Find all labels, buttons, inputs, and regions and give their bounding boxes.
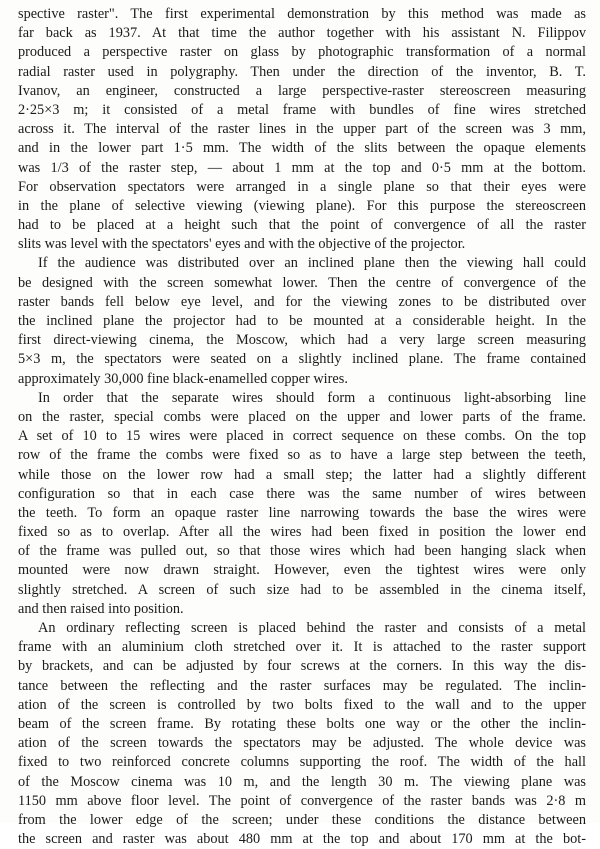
text-line: had to be placed at a height such that the point of convergence of all the raster: [18, 217, 586, 234]
text-line: spective raster". The first experimental demonstration by this method was made as: [18, 6, 586, 22]
text-line: fixed to two reinforced concrete columns supporting the roof. The width of the hall: [18, 754, 586, 771]
text-line: slightly stretched. A screen of such size had to be assembled in the cinema itself,: [18, 581, 586, 598]
text-line: slits was level with the spectators' eyes and with the objective of the projector.: [18, 236, 466, 253]
text-line: across it. The interval of the raster lines in the upper part of the screen was 3 mm,: [18, 121, 586, 138]
text-line: radial raster used in polygraphy. Then under the direction of the inventor, B. T.: [18, 63, 586, 80]
text-line: while those on the lower row had a small step; the latter had a slightly different: [18, 466, 586, 483]
text-line: was 1/3 of the raster step, — about 1 mm at the top and 0·5 mm at the bottom.: [18, 159, 586, 176]
text-line: tance between the reflecting and the raster surfaces may be regulated. The inclin-: [18, 677, 586, 694]
text-line: of the Moscow cinema was 10 m, and the length 30 m. The viewing plane was: [18, 773, 586, 790]
text-line: configuration so that in each case there was the same number of wires between: [18, 485, 586, 502]
text-line: and in the lower part 1·5 mm. The width of the slits between the opaque elements: [18, 140, 586, 157]
paragraph-2: [18, 254, 586, 388]
text-line: first direct-viewing cinema, the Moscow, which had a very large screen measuring: [18, 332, 586, 349]
text-line: 1150 mm above floor level. The point of convergence of the raster bands was 2·8 m: [18, 792, 586, 809]
text-line: from the lower edge of the screen; under these conditions the distance between: [18, 811, 586, 828]
text-line: beam of the screen frame. By rotating these bolts one way or the other the inclin-: [18, 715, 586, 732]
text-line: mounted were now drawn straight. However, even the tightest wires were only: [18, 562, 586, 579]
text-line: For observation spectators were arranged in a single plane so that their eyes were: [18, 178, 586, 195]
text-line: approximately 30,000 fine black-enamelled copper wires.: [18, 370, 348, 387]
text-line: Ivanov, an engineer, constructed a large perspective-raster stereoscreen measuring: [18, 82, 586, 99]
text-line: ation of the screen is controlled by two bolts fixed to the wall and to the upper: [18, 696, 586, 713]
text-line: the teeth. To form an opaque raster line narrowing towards the base the wires were: [18, 504, 586, 521]
text-line: on the raster, special combs were placed on the upper and lower parts of the frame.: [18, 408, 586, 425]
text-line: raster bands fell below eye level, and for the viewing zones to be distributed over: [18, 293, 586, 310]
text-line: A set of 10 to 15 wires were placed in correct sequence on these combs. On the top: [18, 428, 586, 445]
text-line: An ordinary reflecting screen is placed behind the raster and consists of a metal: [38, 620, 586, 636]
text-line: fixed so as to overlap. After all the wires had been fixed in position the lower end: [18, 524, 586, 541]
paragraph-1: [18, 5, 586, 254]
text-line: in the plane of selective viewing (viewing plane). For this purpose the stereoscreen: [18, 197, 586, 214]
text-line: the inclined plane the projector had to be mounted at a considerable height. In the: [18, 313, 586, 329]
text-line: In order that the separate wires should form a continuous light-absorbing line: [38, 389, 586, 406]
text-line: 2·25×3 m; it consisted of a metal frame with bundles of fine wires stretched: [18, 101, 586, 118]
paragraph-4: [18, 619, 586, 849]
text-line: be designed with the screen somewhat lower. Then the centre of convergence of the: [18, 274, 586, 291]
text-line: row of the frame the combs were fixed so as to have a large step between the teeth,: [18, 447, 586, 464]
text-line: and then raised into position.: [18, 600, 184, 617]
text-line: of the frame was pulled out, so that those wires which had been hanging slack when: [18, 543, 586, 560]
text-line: by brackets, and can be adjusted by four screws at the corners. In this way the dis-: [18, 658, 586, 675]
text-line: ation of the screen towards the spectators may be adjusted. The whole device was: [18, 735, 586, 752]
text-line: frame with an aluminium cloth stretched over it. It is attached to the raster support: [18, 639, 586, 656]
paragraph-3: [18, 389, 586, 619]
text-line: far back as 1937. At that time the author together with his assistant N. Filippov: [18, 25, 586, 42]
text-line: If the audience was distributed over an inclined plane then the viewing hall could: [38, 255, 586, 272]
text-line: the screen and raster was about 480 mm at the top and about 170 mm at the bot-: [18, 831, 586, 848]
text-line: produced a perspective raster on glass by photographic transformation of a normal: [18, 44, 586, 61]
text-line: 5×3 m, the spectators were seated on a slightly inclined plane. The frame contained: [18, 351, 586, 368]
